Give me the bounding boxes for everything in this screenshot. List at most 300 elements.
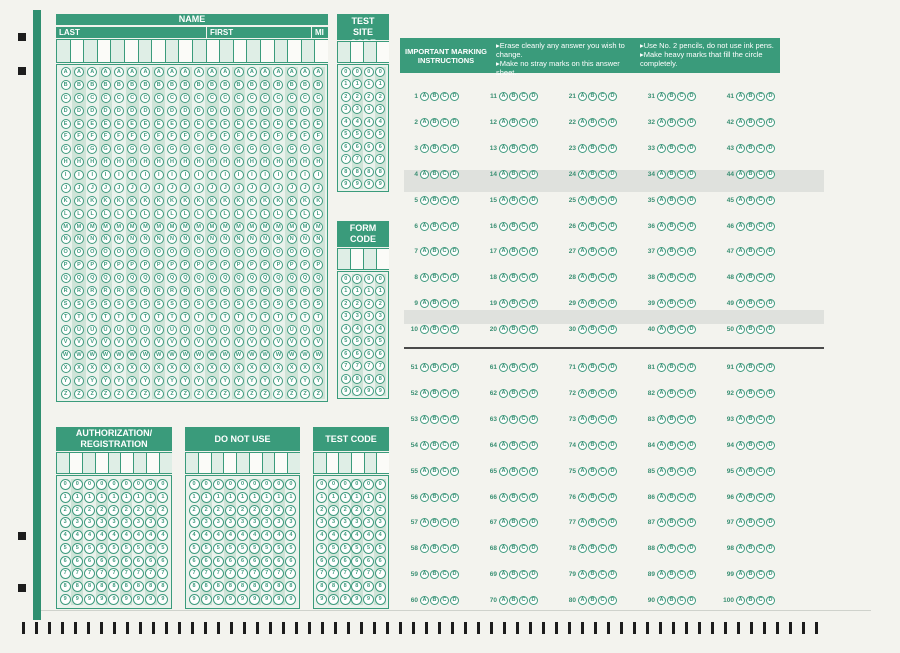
answer-bubble[interactable]: L	[313, 209, 323, 219]
answer-bubble[interactable]: 0	[249, 479, 260, 490]
answer-bubble[interactable]: Z	[74, 389, 84, 399]
answer-bubble[interactable]: C	[167, 93, 177, 103]
answer-bubble[interactable]: J	[127, 183, 137, 193]
answer-bubble[interactable]: W	[234, 350, 244, 360]
answer-bubble[interactable]: 8	[60, 581, 71, 592]
answer-bubble[interactable]: A	[180, 67, 190, 77]
answer-bubble[interactable]: D	[101, 106, 111, 116]
answer-bubble[interactable]: P	[140, 260, 150, 270]
answer-bubble[interactable]: C	[440, 170, 449, 179]
answer-bubble[interactable]: 0	[285, 479, 296, 490]
answer-bubble[interactable]: M	[300, 222, 310, 232]
answer-bubble[interactable]: Z	[273, 389, 283, 399]
answer-bubble[interactable]: I	[234, 170, 244, 180]
answer-bubble[interactable]: 1	[341, 286, 351, 296]
answer-bubble[interactable]: 3	[375, 104, 385, 114]
answer-bubble[interactable]: C	[519, 144, 528, 153]
answer-bubble[interactable]: 8	[341, 167, 351, 177]
answer-bubble[interactable]: N	[74, 234, 84, 244]
answer-bubble[interactable]: J	[101, 183, 111, 193]
answer-bubble[interactable]: N	[154, 234, 164, 244]
answer-bubble[interactable]: 7	[328, 568, 339, 579]
answer-bubble[interactable]: D	[450, 363, 459, 372]
answer-bubble[interactable]: 5	[273, 543, 284, 554]
answer-bubble[interactable]: M	[114, 222, 124, 232]
answer-bubble[interactable]: 6	[364, 142, 374, 152]
answer-bubble[interactable]: R	[114, 286, 124, 296]
answer-bubble[interactable]: 8	[225, 581, 236, 592]
answer-bubble[interactable]: B	[746, 299, 755, 308]
answer-bubble[interactable]: B	[667, 544, 676, 553]
answer-bubble[interactable]: 4	[341, 117, 351, 127]
answer-bubble[interactable]: O	[234, 247, 244, 257]
answer-bubble[interactable]: C	[598, 222, 607, 231]
answer-bubble[interactable]: C	[756, 273, 765, 282]
answer-bubble[interactable]: A	[657, 363, 666, 372]
write-in-box[interactable]	[159, 453, 172, 473]
answer-bubble[interactable]: B	[588, 196, 597, 205]
answer-bubble[interactable]: B	[430, 544, 439, 553]
answer-bubble[interactable]: W	[313, 350, 323, 360]
answer-bubble[interactable]: 8	[108, 581, 119, 592]
answer-bubble[interactable]: D	[450, 273, 459, 282]
answer-bubble[interactable]: D	[529, 299, 538, 308]
answer-bubble[interactable]: H	[61, 157, 71, 167]
answer-bubble[interactable]: Q	[234, 273, 244, 283]
answer-bubble[interactable]: G	[273, 144, 283, 154]
answer-bubble[interactable]: C	[677, 273, 686, 282]
answer-bubble[interactable]: 2	[201, 505, 212, 516]
answer-bubble[interactable]: C	[519, 544, 528, 553]
answer-bubble[interactable]: X	[234, 363, 244, 373]
answer-bubble[interactable]: B	[509, 92, 518, 101]
answer-bubble[interactable]: A	[420, 247, 429, 256]
answer-bubble[interactable]: 5	[341, 129, 351, 139]
answer-bubble[interactable]: J	[114, 183, 124, 193]
answer-bubble[interactable]: F	[180, 131, 190, 141]
answer-bubble[interactable]: 5	[363, 543, 374, 554]
answer-bubble[interactable]: 9	[60, 594, 71, 605]
answer-bubble[interactable]: 9	[352, 179, 362, 189]
answer-bubble[interactable]: B	[300, 80, 310, 90]
answer-bubble[interactable]: I	[247, 170, 257, 180]
answer-bubble[interactable]: 0	[225, 479, 236, 490]
answer-bubble[interactable]: A	[420, 222, 429, 231]
answer-bubble[interactable]: K	[127, 196, 137, 206]
answer-bubble[interactable]: C	[519, 415, 528, 424]
answer-bubble[interactable]: I	[127, 170, 137, 180]
answer-bubble[interactable]: H	[287, 157, 297, 167]
answer-bubble[interactable]: R	[87, 286, 97, 296]
answer-bubble[interactable]: 2	[261, 505, 272, 516]
answer-bubble[interactable]: 1	[363, 492, 374, 503]
answer-bubble[interactable]: B	[273, 80, 283, 90]
answer-bubble[interactable]: C	[677, 596, 686, 605]
answer-bubble[interactable]: D	[300, 106, 310, 116]
answer-bubble[interactable]: G	[114, 144, 124, 154]
answer-bubble[interactable]: F	[313, 131, 323, 141]
answer-bubble[interactable]: R	[167, 286, 177, 296]
answer-bubble[interactable]: 9	[237, 594, 248, 605]
write-in-box[interactable]	[364, 453, 377, 473]
answer-bubble[interactable]: 4	[285, 530, 296, 541]
answer-bubble[interactable]: 4	[201, 530, 212, 541]
answer-bubble[interactable]: D	[766, 247, 775, 256]
answer-bubble[interactable]: C	[114, 93, 124, 103]
answer-bubble[interactable]: D	[687, 118, 696, 127]
answer-bubble[interactable]: N	[140, 234, 150, 244]
answer-bubble[interactable]: B	[430, 118, 439, 127]
answer-bubble[interactable]: K	[207, 196, 217, 206]
answer-bubble[interactable]: J	[180, 183, 190, 193]
answer-bubble[interactable]: S	[313, 299, 323, 309]
answer-bubble[interactable]: B	[746, 222, 755, 231]
answer-bubble[interactable]: U	[287, 325, 297, 335]
answer-bubble[interactable]: D	[74, 106, 84, 116]
answer-bubble[interactable]: V	[154, 337, 164, 347]
answer-bubble[interactable]: 1	[341, 79, 351, 89]
answer-bubble[interactable]: C	[519, 118, 528, 127]
answer-bubble[interactable]: I	[167, 170, 177, 180]
answer-bubble[interactable]: D	[529, 273, 538, 282]
answer-bubble[interactable]: G	[87, 144, 97, 154]
answer-bubble[interactable]: A	[578, 467, 587, 476]
answer-bubble[interactable]: Z	[127, 389, 137, 399]
answer-bubble[interactable]: C	[677, 493, 686, 502]
answer-bubble[interactable]: U	[74, 325, 84, 335]
answer-bubble[interactable]: C	[677, 518, 686, 527]
answer-bubble[interactable]: N	[87, 234, 97, 244]
answer-bubble[interactable]: O	[61, 247, 71, 257]
answer-bubble[interactable]: C	[273, 93, 283, 103]
answer-bubble[interactable]: T	[220, 312, 230, 322]
answer-bubble[interactable]: 3	[72, 517, 83, 528]
answer-bubble[interactable]: M	[74, 222, 84, 232]
answer-bubble[interactable]: E	[87, 119, 97, 129]
answer-bubble[interactable]: D	[608, 493, 617, 502]
answer-bubble[interactable]: 5	[237, 543, 248, 554]
answer-bubble[interactable]: 7	[60, 568, 71, 579]
answer-bubble[interactable]: B	[746, 92, 755, 101]
answer-bubble[interactable]: C	[440, 299, 449, 308]
answer-bubble[interactable]: B	[588, 518, 597, 527]
answer-bubble[interactable]: N	[180, 234, 190, 244]
answer-bubble[interactable]: R	[61, 286, 71, 296]
answer-bubble[interactable]: M	[260, 222, 270, 232]
answer-bubble[interactable]: F	[140, 131, 150, 141]
answer-bubble[interactable]: D	[450, 118, 459, 127]
answer-bubble[interactable]: A	[420, 467, 429, 476]
answer-bubble[interactable]: U	[260, 325, 270, 335]
answer-bubble[interactable]: D	[529, 363, 538, 372]
answer-bubble[interactable]: 4	[60, 530, 71, 541]
answer-bubble[interactable]: B	[430, 415, 439, 424]
answer-bubble[interactable]: T	[167, 312, 177, 322]
write-in-box[interactable]	[146, 453, 159, 473]
answer-bubble[interactable]: 6	[237, 556, 248, 567]
answer-bubble[interactable]: R	[287, 286, 297, 296]
answer-bubble[interactable]: C	[677, 247, 686, 256]
answer-bubble[interactable]: R	[180, 286, 190, 296]
answer-bubble[interactable]: M	[234, 222, 244, 232]
answer-bubble[interactable]: Y	[247, 376, 257, 386]
answer-bubble[interactable]: T	[194, 312, 204, 322]
answer-bubble[interactable]: D	[234, 106, 244, 116]
answer-bubble[interactable]: I	[154, 170, 164, 180]
answer-bubble[interactable]: D	[766, 144, 775, 153]
answer-bubble[interactable]: G	[313, 144, 323, 154]
answer-bubble[interactable]: 6	[316, 556, 327, 567]
answer-bubble[interactable]: 5	[341, 336, 351, 346]
answer-bubble[interactable]: 5	[375, 336, 385, 346]
answer-bubble[interactable]: V	[220, 337, 230, 347]
answer-bubble[interactable]: E	[194, 119, 204, 129]
answer-bubble[interactable]: Y	[61, 376, 71, 386]
answer-bubble[interactable]: Y	[234, 376, 244, 386]
answer-bubble[interactable]: D	[687, 415, 696, 424]
answer-bubble[interactable]: D	[287, 106, 297, 116]
answer-bubble[interactable]: O	[114, 247, 124, 257]
answer-bubble[interactable]: C	[598, 441, 607, 450]
answer-bubble[interactable]: W	[167, 350, 177, 360]
answer-bubble[interactable]: A	[234, 67, 244, 77]
answer-bubble[interactable]: H	[207, 157, 217, 167]
answer-bubble[interactable]: R	[273, 286, 283, 296]
answer-bubble[interactable]: G	[61, 144, 71, 154]
answer-bubble[interactable]: A	[499, 363, 508, 372]
answer-bubble[interactable]: B	[746, 247, 755, 256]
answer-bubble[interactable]: C	[440, 92, 449, 101]
name-write-in-boxes[interactable]	[56, 39, 328, 63]
answer-bubble[interactable]: L	[194, 209, 204, 219]
answer-bubble[interactable]: J	[167, 183, 177, 193]
answer-bubble[interactable]: 3	[108, 517, 119, 528]
answer-bubble[interactable]: F	[167, 131, 177, 141]
answer-bubble[interactable]: A	[420, 596, 429, 605]
answer-bubble[interactable]: K	[61, 196, 71, 206]
answer-bubble[interactable]: C	[440, 467, 449, 476]
answer-bubble[interactable]: 2	[351, 505, 362, 516]
answer-bubble[interactable]: 4	[364, 324, 374, 334]
answer-bubble[interactable]: V	[167, 337, 177, 347]
answer-bubble[interactable]: M	[87, 222, 97, 232]
answer-bubble[interactable]: B	[509, 467, 518, 476]
answer-bubble[interactable]: 5	[121, 543, 132, 554]
answer-bubble[interactable]: J	[207, 183, 217, 193]
answer-bubble[interactable]: 2	[121, 505, 132, 516]
answer-bubble[interactable]: Q	[61, 273, 71, 283]
answer-bubble[interactable]: N	[207, 234, 217, 244]
answer-bubble[interactable]: K	[194, 196, 204, 206]
answer-bubble[interactable]: G	[287, 144, 297, 154]
answer-bubble[interactable]: 2	[363, 505, 374, 516]
answer-bubble[interactable]: X	[154, 363, 164, 373]
answer-bubble[interactable]: C	[677, 389, 686, 398]
answer-bubble[interactable]: L	[61, 209, 71, 219]
answer-bubble[interactable]: M	[101, 222, 111, 232]
answer-bubble[interactable]: B	[746, 570, 755, 579]
answer-bubble[interactable]: A	[499, 299, 508, 308]
answer-bubble[interactable]: B	[430, 518, 439, 527]
answer-bubble[interactable]: 6	[213, 556, 224, 567]
answer-bubble[interactable]: R	[260, 286, 270, 296]
answer-bubble[interactable]: 7	[96, 568, 107, 579]
answer-bubble[interactable]: N	[220, 234, 230, 244]
answer-bubble[interactable]: V	[194, 337, 204, 347]
answer-bubble[interactable]: 7	[261, 568, 272, 579]
answer-bubble[interactable]: R	[154, 286, 164, 296]
answer-bubble[interactable]: 3	[157, 517, 168, 528]
write-in-box[interactable]	[219, 40, 233, 62]
answer-bubble[interactable]: C	[313, 93, 323, 103]
answer-bubble[interactable]: 4	[96, 530, 107, 541]
answer-bubble[interactable]: C	[677, 144, 686, 153]
answer-bubble[interactable]: C	[598, 247, 607, 256]
answer-bubble[interactable]: O	[300, 247, 310, 257]
answer-bubble[interactable]: B	[588, 325, 597, 334]
answer-bubble[interactable]: Q	[87, 273, 97, 283]
answer-bubble[interactable]: 6	[328, 556, 339, 567]
answer-bubble[interactable]: 6	[60, 556, 71, 567]
answer-bubble[interactable]: 3	[133, 517, 144, 528]
answer-bubble[interactable]: C	[677, 170, 686, 179]
answer-bubble[interactable]: 4	[341, 324, 351, 334]
answer-bubble[interactable]: S	[273, 299, 283, 309]
answer-bubble[interactable]: 1	[60, 492, 71, 503]
answer-bubble[interactable]: B	[509, 570, 518, 579]
answer-bubble[interactable]: D	[529, 389, 538, 398]
answer-bubble[interactable]: 4	[375, 117, 385, 127]
answer-bubble[interactable]: A	[736, 247, 745, 256]
answer-bubble[interactable]: B	[667, 196, 676, 205]
answer-bubble[interactable]: A	[74, 67, 84, 77]
answer-bubble[interactable]: B	[746, 493, 755, 502]
answer-bubble[interactable]: 6	[285, 556, 296, 567]
answer-bubble[interactable]: T	[234, 312, 244, 322]
answer-bubble[interactable]: 2	[145, 505, 156, 516]
answer-bubble[interactable]: B	[430, 441, 439, 450]
answer-bubble[interactable]: A	[578, 273, 587, 282]
answer-bubble[interactable]: A	[420, 518, 429, 527]
answer-bubble[interactable]: A	[499, 544, 508, 553]
answer-bubble[interactable]: P	[194, 260, 204, 270]
answer-bubble[interactable]: C	[440, 247, 449, 256]
answer-bubble[interactable]: D	[450, 570, 459, 579]
answer-bubble[interactable]: P	[234, 260, 244, 270]
answer-bubble[interactable]: W	[140, 350, 150, 360]
answer-bubble[interactable]: 8	[375, 167, 385, 177]
test-code-boxes[interactable]	[313, 452, 389, 474]
answer-bubble[interactable]: L	[114, 209, 124, 219]
answer-bubble[interactable]: A	[420, 118, 429, 127]
answer-bubble[interactable]: B	[746, 273, 755, 282]
answer-bubble[interactable]: 5	[108, 543, 119, 554]
answer-bubble[interactable]: B	[509, 544, 518, 553]
answer-bubble[interactable]: P	[273, 260, 283, 270]
answer-bubble[interactable]: Y	[220, 376, 230, 386]
answer-bubble[interactable]: B	[588, 596, 597, 605]
answer-bubble[interactable]: 4	[225, 530, 236, 541]
answer-bubble[interactable]: D	[87, 106, 97, 116]
answer-bubble[interactable]: C	[598, 544, 607, 553]
answer-bubble[interactable]: 3	[341, 104, 351, 114]
answer-bubble[interactable]: S	[87, 299, 97, 309]
answer-bubble[interactable]: Z	[114, 389, 124, 399]
answer-bubble[interactable]: X	[207, 363, 217, 373]
answer-bubble[interactable]: B	[588, 144, 597, 153]
answer-bubble[interactable]: 5	[285, 543, 296, 554]
answer-bubble[interactable]: B	[430, 170, 439, 179]
answer-bubble[interactable]: 2	[375, 92, 385, 102]
answer-bubble[interactable]: 0	[375, 67, 385, 77]
answer-bubble[interactable]: T	[273, 312, 283, 322]
answer-bubble[interactable]: D	[608, 247, 617, 256]
answer-bubble[interactable]: G	[140, 144, 150, 154]
answer-bubble[interactable]: A	[736, 441, 745, 450]
answer-bubble[interactable]: Z	[87, 389, 97, 399]
answer-bubble[interactable]: A	[578, 596, 587, 605]
answer-bubble[interactable]: B	[667, 596, 676, 605]
answer-bubble[interactable]: A	[420, 92, 429, 101]
answer-bubble[interactable]: A	[499, 493, 508, 502]
answer-bubble[interactable]: C	[598, 518, 607, 527]
answer-bubble[interactable]: U	[87, 325, 97, 335]
answer-bubble[interactable]: C	[180, 93, 190, 103]
write-in-box[interactable]	[236, 453, 249, 473]
answer-bubble[interactable]: D	[450, 170, 459, 179]
answer-bubble[interactable]: C	[598, 196, 607, 205]
answer-bubble[interactable]: 0	[375, 479, 386, 490]
answer-bubble[interactable]: I	[313, 170, 323, 180]
answer-bubble[interactable]: 7	[341, 154, 351, 164]
answer-bubble[interactable]: C	[519, 467, 528, 476]
answer-bubble[interactable]: D	[766, 467, 775, 476]
answer-bubble[interactable]: A	[736, 493, 745, 502]
answer-bubble[interactable]: 4	[189, 530, 200, 541]
answer-bubble[interactable]: 1	[375, 492, 386, 503]
answer-bubble[interactable]: S	[140, 299, 150, 309]
answer-bubble[interactable]: C	[207, 93, 217, 103]
answer-bubble[interactable]: H	[87, 157, 97, 167]
answer-bubble[interactable]: 2	[341, 92, 351, 102]
answer-bubble[interactable]: D	[687, 273, 696, 282]
answer-bubble[interactable]: A	[657, 273, 666, 282]
answer-bubble[interactable]: C	[598, 325, 607, 334]
answer-bubble[interactable]: D	[687, 170, 696, 179]
answer-bubble[interactable]: C	[519, 518, 528, 527]
answer-bubble[interactable]: D	[450, 544, 459, 553]
answer-bubble[interactable]: 8	[96, 581, 107, 592]
write-in-box[interactable]	[337, 42, 350, 62]
answer-bubble[interactable]: 5	[340, 543, 351, 554]
answer-bubble[interactable]: A	[657, 441, 666, 450]
answer-bubble[interactable]: A	[499, 596, 508, 605]
answer-bubble[interactable]: 6	[189, 556, 200, 567]
answer-bubble[interactable]: F	[61, 131, 71, 141]
answer-bubble[interactable]: F	[300, 131, 310, 141]
answer-bubble[interactable]: 2	[189, 505, 200, 516]
answer-bubble[interactable]: W	[127, 350, 137, 360]
answer-bubble[interactable]: F	[260, 131, 270, 141]
answer-bubble[interactable]: A	[578, 92, 587, 101]
answer-bubble[interactable]: D	[766, 441, 775, 450]
answer-bubble[interactable]: 4	[213, 530, 224, 541]
answer-bubble[interactable]: P	[247, 260, 257, 270]
answer-bubble[interactable]: 6	[273, 556, 284, 567]
answer-bubble[interactable]: V	[287, 337, 297, 347]
answer-bubble[interactable]: A	[578, 196, 587, 205]
answer-bubble[interactable]: A	[167, 67, 177, 77]
